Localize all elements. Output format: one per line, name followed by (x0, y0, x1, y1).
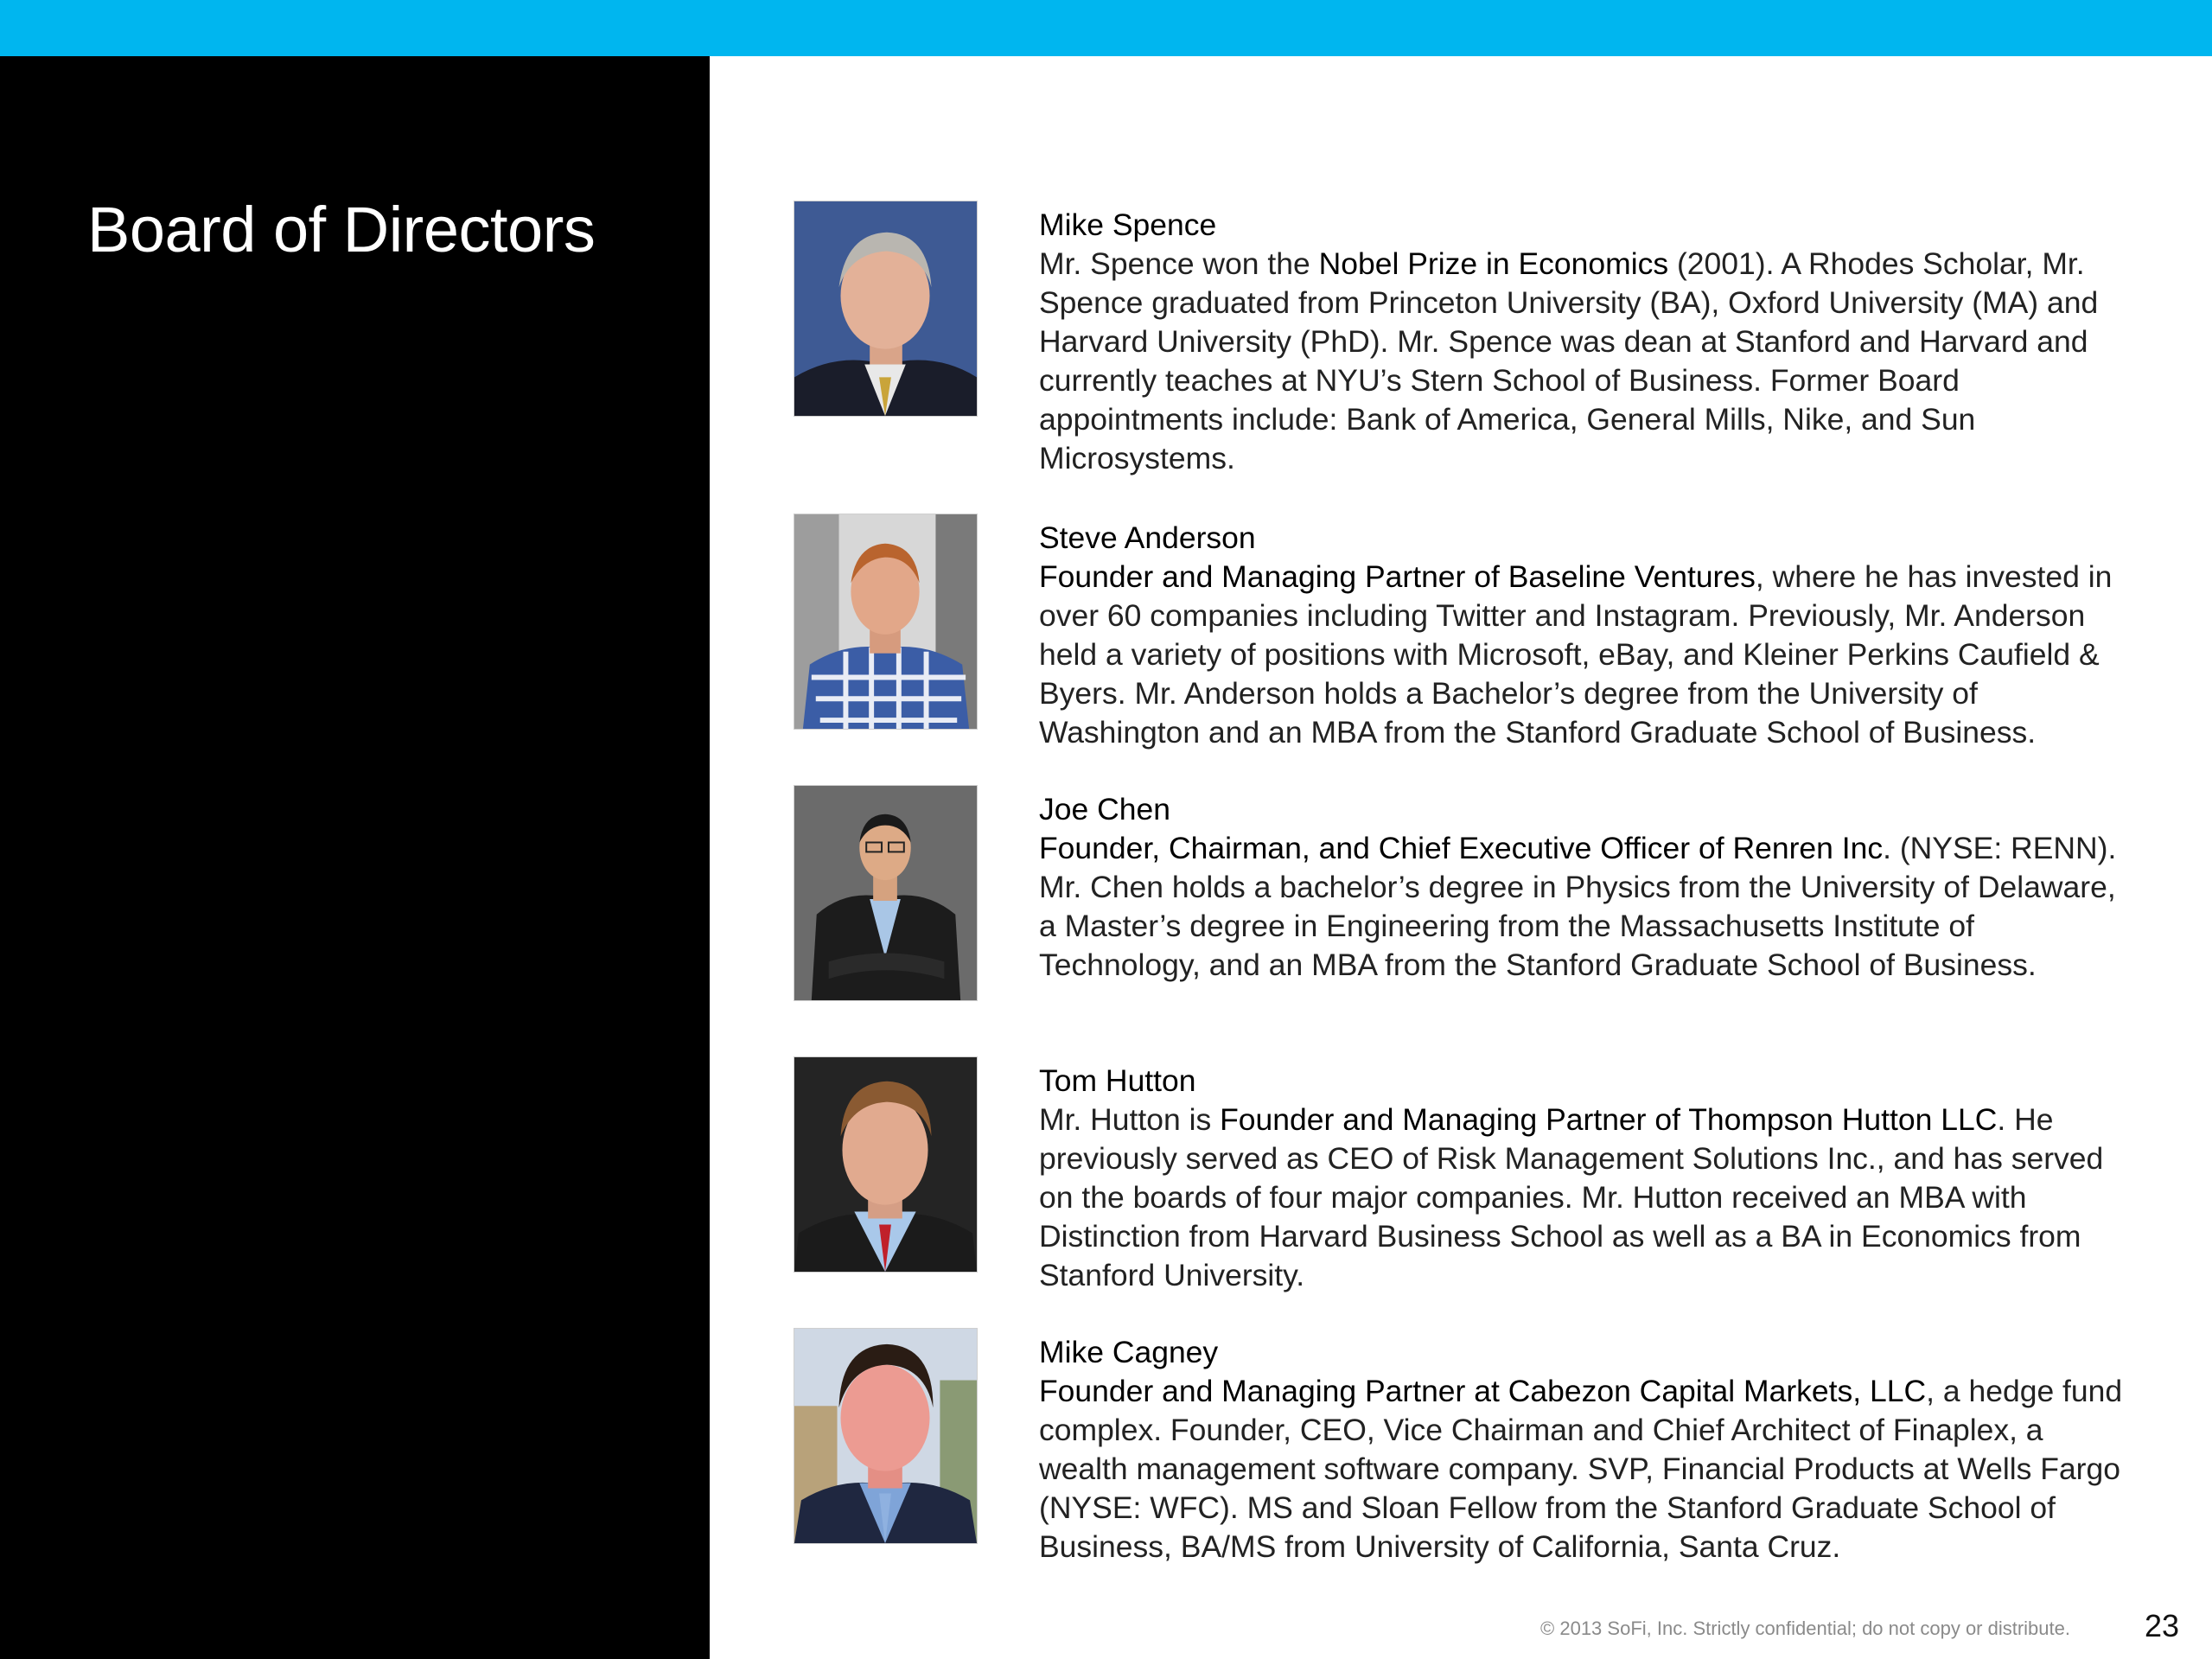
bio-text: Mr. Hutton is (1039, 1102, 1221, 1137)
bio-highlight: Nobel Prize in Economics (1318, 246, 1669, 281)
title-panel (0, 56, 710, 1659)
director-bio (1039, 558, 2137, 752)
bio-text: . He previously served as CEO of Risk Management Solutions Inc., and has served on the boards of four major companies. Mr. Hutton received an MBA with Distinction from Harvard Business School as well as a BA in Economics from Stanford University. (1039, 1102, 2104, 1292)
director-photo (794, 1328, 978, 1544)
bio-text: , a hedge fund complex. Founder, CEO, Vice Chairman and Chief Architect of Finaplex, a wealth management software company. SVP, Financial Products at Wells Fargo (NYSE: WFC). MS and Sloan Fellow from the Stanford Graduate School of Business, BA/MS from University of California, Santa Cruz. (1039, 1374, 2123, 1564)
bio-highlight: Founder, Chairman, and Chief Executive Officer of Renren Inc (1039, 831, 1884, 865)
director-bio (1039, 245, 2137, 478)
director-bio (1039, 1101, 2137, 1295)
director-name: Steve Anderson (1039, 520, 1256, 555)
page-number: 23 (2144, 1608, 2179, 1643)
bio-highlight: Founder and Managing Partner at Cabezon Capital Markets, LLC (1039, 1374, 1927, 1408)
director-bio (1039, 1372, 2137, 1566)
director-name: Mike Spence (1039, 207, 1217, 242)
director-name: Tom Hutton (1039, 1063, 1196, 1098)
bio-text: (2001). A Rhodes Scholar, Mr. Spence graduated from Princeton University (BA), Oxford University (MA) and Harvard University (PhD). Mr. Spence was dean at Stanford and Harvard and currently teaches at NYU’s Stern School of Business. Former Board appointments include: Bank of America, General Mills, Nike, and Sun Microsystems. (1039, 246, 2099, 475)
director-name: Mike Cagney (1039, 1335, 1219, 1369)
director-photo (794, 785, 978, 1001)
bio-text: , where he has invested in over 60 companies including Twitter and Instagram. Previously, Mr. Anderson held a variety of positions with Microsoft, eBay, and Kleiner Perkins Caufield & Byers. Mr. Anderson holds a Bachelor’s degree from the University of Washington and an MBA from the Stanford Graduate School of Business. (1039, 559, 2113, 750)
bio-text: . (NYSE: RENN). Mr. Chen holds a bachelor’s degree in Physics from the University of Delaware, a Master’s degree in Engineering from the Massachusetts Institute of Technology, and an MBA from the Stanford Graduate School of Business. (1039, 831, 2117, 982)
director-photo (794, 514, 978, 730)
director-bio (1039, 829, 2137, 985)
bio-highlight: Founder and Managing Partner of Baseline Ventures (1039, 559, 1756, 594)
director-photo (794, 201, 978, 417)
page-title: Board of Directors (87, 194, 596, 265)
bio-text: Mr. Spence won the (1039, 246, 1319, 281)
top-accent-bar (0, 0, 2212, 56)
bio-highlight: Founder and Managing Partner of Thompson Hutton LLC (1220, 1102, 1998, 1137)
director-photo (794, 1056, 978, 1273)
director-name: Joe Chen (1039, 792, 1170, 826)
confidentiality-footer: © 2013 SoFi, Inc. Strictly confidential; do not copy or distribute. (1540, 1618, 2070, 1639)
